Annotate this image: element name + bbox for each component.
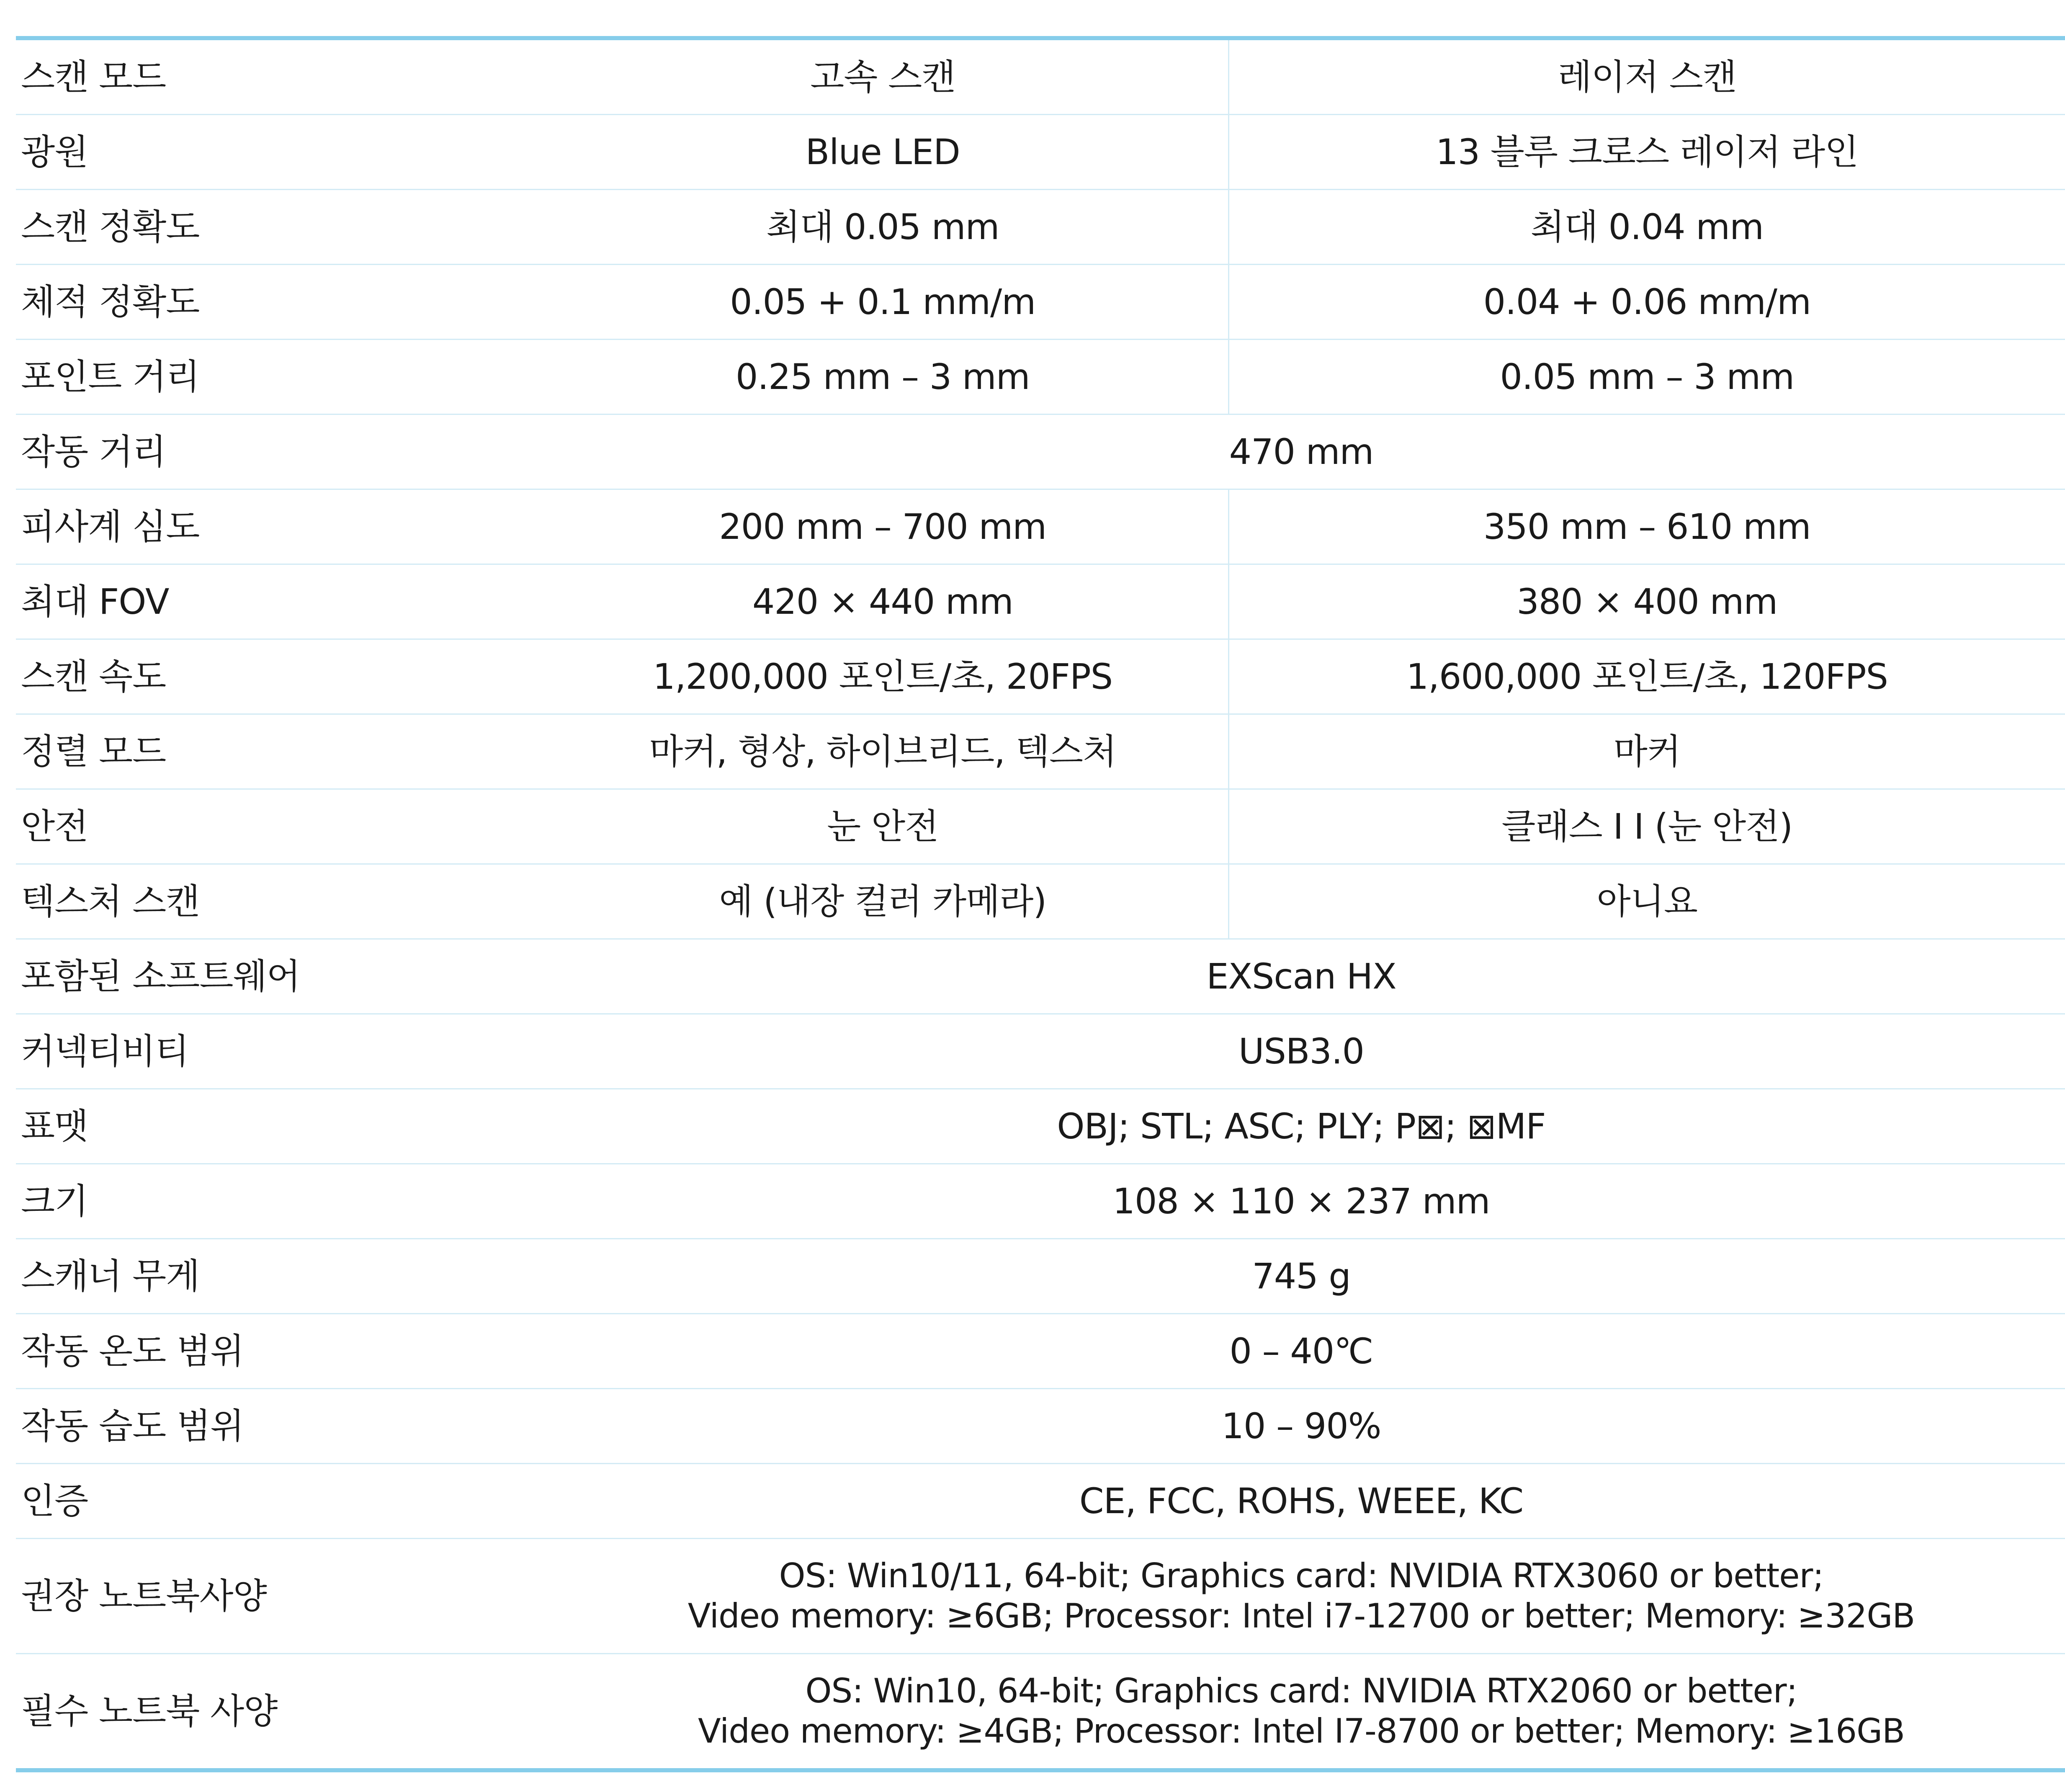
row-label: 포함된 소프트웨어 [16,939,538,1014]
value-shared: CE, FCC, ROHS, WEEE, KC [538,1464,2065,1539]
row-label: 포인트 거리 [16,340,538,415]
spec-line-2: Video memory: ≥4GB; Processor: Intel I7-8700 or better; Memory: ≥16GB [698,1712,1905,1751]
row-depth-of-field [16,489,2065,564]
row-label: 최대 FOV [16,564,538,639]
value-high-speed: 0.25 mm – 3 mm [538,340,1228,415]
row-label: 스캔 속도 [16,639,538,714]
spec-line-1: OS: Win10/11, 64-bit; Graphics card: NVIDIA RTX3060 or better; [779,1556,1824,1595]
row-working-distance [16,415,2065,489]
value-laser: 아니요 [1228,864,2065,939]
value-laser: 13 블루 크로스 레이저 라인 [1228,115,2065,190]
row-point-distance [16,340,2065,415]
header-laser: 레이저 스캔 [1228,38,2065,115]
value-high-speed: 최대 0.05 mm [538,190,1228,265]
value-shared: 470 mm [538,415,2065,489]
value-laser: 380 × 400 mm [1228,564,2065,639]
row-alignment-mode [16,714,2065,789]
value-high-speed: 1,200,000 포인트/초, 20FPS [538,639,1228,714]
row-label: 텍스처 스캔 [16,864,538,939]
value-shared: USB3.0 [538,1014,2065,1089]
row-required-laptop [16,1654,2065,1771]
row-label: 권장 노트북사양 [16,1539,538,1654]
value-high-speed: 눈 안전 [538,789,1228,864]
row-light-source [16,115,2065,190]
row-operating-temperature [16,1314,2065,1389]
value-high-speed: 200 mm – 700 mm [538,489,1228,564]
value-high-speed: 예 (내장 컬러 카메라) [538,864,1228,939]
row-label: 표맷 [16,1089,538,1164]
row-label: 크기 [16,1164,538,1239]
value-high-speed: 420 × 440 mm [538,564,1228,639]
value-laser: 최대 0.04 mm [1228,190,2065,265]
row-certification [16,1464,2065,1539]
value-laser: 0.04 + 0.06 mm/m [1228,265,2065,340]
row-weight [16,1239,2065,1314]
value-shared: 10 – 90% [538,1389,2065,1464]
spec-table [16,36,2065,1772]
row-safety [16,789,2065,864]
value-laser: 350 mm – 610 mm [1228,489,2065,564]
value-high-speed: 마커, 형상, 하이브리드, 텍스처 [538,714,1228,789]
value-shared [538,1539,2065,1654]
header-label: 스캔 모드 [16,38,538,115]
row-label: 체적 정확도 [16,265,538,340]
row-scan-accuracy [16,190,2065,265]
value-shared: OBJ; STL; ASC; PLY; P⊠; ⊠MF [538,1089,2065,1164]
row-label: 작동 온도 범위 [16,1314,538,1389]
row-label: 스캐너 무게 [16,1239,538,1314]
row-connectivity [16,1014,2065,1089]
row-format [16,1089,2065,1164]
row-label: 스캔 정확도 [16,190,538,265]
value-shared: 745 g [538,1239,2065,1314]
spec-line-1: OS: Win10, 64-bit; Graphics card: NVIDIA RTX2060 or better; [805,1671,1797,1710]
value-shared: 108 × 110 × 237 mm [538,1164,2065,1239]
value-shared [538,1654,2065,1771]
header-row [16,38,2065,115]
row-recommended-laptop [16,1539,2065,1654]
value-shared: EXScan HX [538,939,2065,1014]
row-max-fov [16,564,2065,639]
value-laser: 마커 [1228,714,2065,789]
row-label: 안전 [16,789,538,864]
row-label: 정렬 모드 [16,714,538,789]
row-volumetric-accuracy [16,265,2065,340]
row-label: 커넥티비티 [16,1014,538,1089]
value-high-speed: Blue LED [538,115,1228,190]
row-label: 피사계 심도 [16,489,538,564]
row-size [16,1164,2065,1239]
spec-line-2: Video memory: ≥6GB; Processor: Intel i7-12700 or better; Memory: ≥32GB [687,1596,1915,1635]
row-label: 필수 노트북 사양 [21,1690,278,1732]
value-laser: 클래스 I I (눈 안전) [1228,789,2065,864]
row-label: 작동 거리 [16,415,538,489]
row-scan-speed [16,639,2065,714]
header-high-speed: 고속 스캔 [538,38,1228,115]
row-operating-humidity [16,1389,2065,1464]
value-shared: 0 – 40℃ [538,1314,2065,1389]
value-high-speed: 0.05 + 0.1 mm/m [538,265,1228,340]
value-laser: 0.05 mm – 3 mm [1228,340,2065,415]
value-laser: 1,600,000 포인트/초, 120FPS [1228,639,2065,714]
row-label: 광원 [16,115,538,190]
row-label: 인증 [16,1464,538,1539]
row-label: 작동 습도 범위 [16,1389,538,1464]
row-software [16,939,2065,1014]
row-texture-scan [16,864,2065,939]
